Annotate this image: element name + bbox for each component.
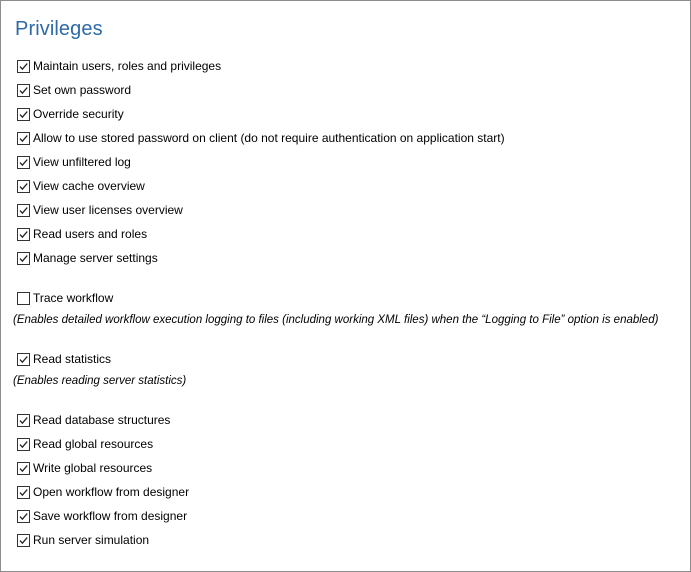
privilege-trace-workflow[interactable] xyxy=(17,290,113,306)
privilege-label: Read users and roles xyxy=(33,227,148,241)
page-title: Privileges xyxy=(15,18,103,40)
privilege-view-cache-overview[interactable] xyxy=(17,178,145,194)
privilege-label: Maintain users, roles and privileges xyxy=(33,59,222,73)
checkmark-icon xyxy=(18,109,29,120)
checkbox-read-statistics[interactable] xyxy=(17,353,30,366)
checkbox-set-own-password[interactable] xyxy=(17,84,30,97)
checkbox-view-unfiltered-log[interactable] xyxy=(17,156,30,169)
privilege-read-statistics[interactable] xyxy=(17,351,111,367)
checkbox-write-global-resources[interactable] xyxy=(17,462,30,475)
privilege-view-user-licenses[interactable] xyxy=(17,202,183,218)
checkbox-run-server-simulation[interactable] xyxy=(17,534,30,547)
privilege-label: Read database structures xyxy=(33,413,171,427)
privilege-maintain-users-roles[interactable] xyxy=(17,58,221,74)
checkbox-stored-password[interactable] xyxy=(17,132,30,145)
privilege-set-own-password[interactable] xyxy=(17,82,131,98)
checkmark-icon xyxy=(18,439,29,450)
checkbox-view-user-licenses[interactable] xyxy=(17,204,30,217)
read-statistics-description: (Enables reading server statistics) xyxy=(13,375,187,387)
privilege-label: Run server simulation xyxy=(33,533,150,547)
checkbox-maintain-users-roles[interactable] xyxy=(17,60,30,73)
checkbox-trace-workflow[interactable] xyxy=(17,292,30,305)
privilege-run-server-simulation[interactable] xyxy=(17,532,149,548)
checkbox-read-database-structures[interactable] xyxy=(17,414,30,427)
privilege-manage-server-settings[interactable] xyxy=(17,250,158,266)
checkmark-icon xyxy=(18,354,29,365)
checkmark-icon xyxy=(18,61,29,72)
checkmark-icon xyxy=(18,253,29,264)
checkmark-icon xyxy=(18,133,29,144)
privilege-open-workflow-from-designer[interactable] xyxy=(17,484,189,500)
checkbox-read-users-roles[interactable] xyxy=(17,228,30,241)
privilege-override-security[interactable] xyxy=(17,106,124,122)
trace-workflow-description: (Enables detailed workflow execution logging to files (including working XML files) when the “Logging to File” option is enabled) xyxy=(13,314,659,326)
privilege-label: View unfiltered log xyxy=(33,155,131,169)
privilege-label: Set own password xyxy=(33,83,132,97)
checkmark-icon xyxy=(18,229,29,240)
checkmark-icon xyxy=(18,511,29,522)
checkbox-open-workflow-from-designer[interactable] xyxy=(17,486,30,499)
checkmark-icon xyxy=(18,487,29,498)
checkbox-manage-server-settings[interactable] xyxy=(17,252,30,265)
checkmark-icon xyxy=(18,463,29,474)
checkbox-save-workflow-from-designer[interactable] xyxy=(17,510,30,523)
checkmark-icon xyxy=(18,415,29,426)
privilege-label: Read statistics xyxy=(33,352,112,366)
privilege-write-global-resources[interactable] xyxy=(17,460,152,476)
privilege-label: Allow to use stored password on client (do not require authentication on application start) xyxy=(33,131,505,145)
privilege-label: Trace workflow xyxy=(33,291,114,305)
checkmark-icon xyxy=(18,181,29,192)
privilege-read-global-resources[interactable] xyxy=(17,436,153,452)
checkmark-icon xyxy=(18,157,29,168)
privilege-read-database-structures[interactable] xyxy=(17,412,170,428)
privilege-label: Open workflow from designer xyxy=(33,485,190,499)
privilege-read-users-roles[interactable] xyxy=(17,226,147,242)
privilege-label: Read global resources xyxy=(33,437,154,451)
privilege-stored-password[interactable] xyxy=(17,130,505,146)
privilege-save-workflow-from-designer[interactable] xyxy=(17,508,187,524)
privilege-label: View cache overview xyxy=(33,179,145,193)
checkbox-view-cache-overview[interactable] xyxy=(17,180,30,193)
privilege-label: Save workflow from designer xyxy=(33,509,188,523)
checkbox-override-security[interactable] xyxy=(17,108,30,121)
checkmark-icon xyxy=(18,85,29,96)
checkbox-read-global-resources[interactable] xyxy=(17,438,30,451)
checkmark-icon xyxy=(18,205,29,216)
privilege-label: Write global resources xyxy=(33,461,153,475)
privilege-label: Override security xyxy=(33,107,124,121)
privilege-label: Manage server settings xyxy=(33,251,158,265)
privilege-view-unfiltered-log[interactable] xyxy=(17,154,131,170)
privilege-label: View user licenses overview xyxy=(33,203,183,217)
checkmark-icon xyxy=(18,535,29,546)
